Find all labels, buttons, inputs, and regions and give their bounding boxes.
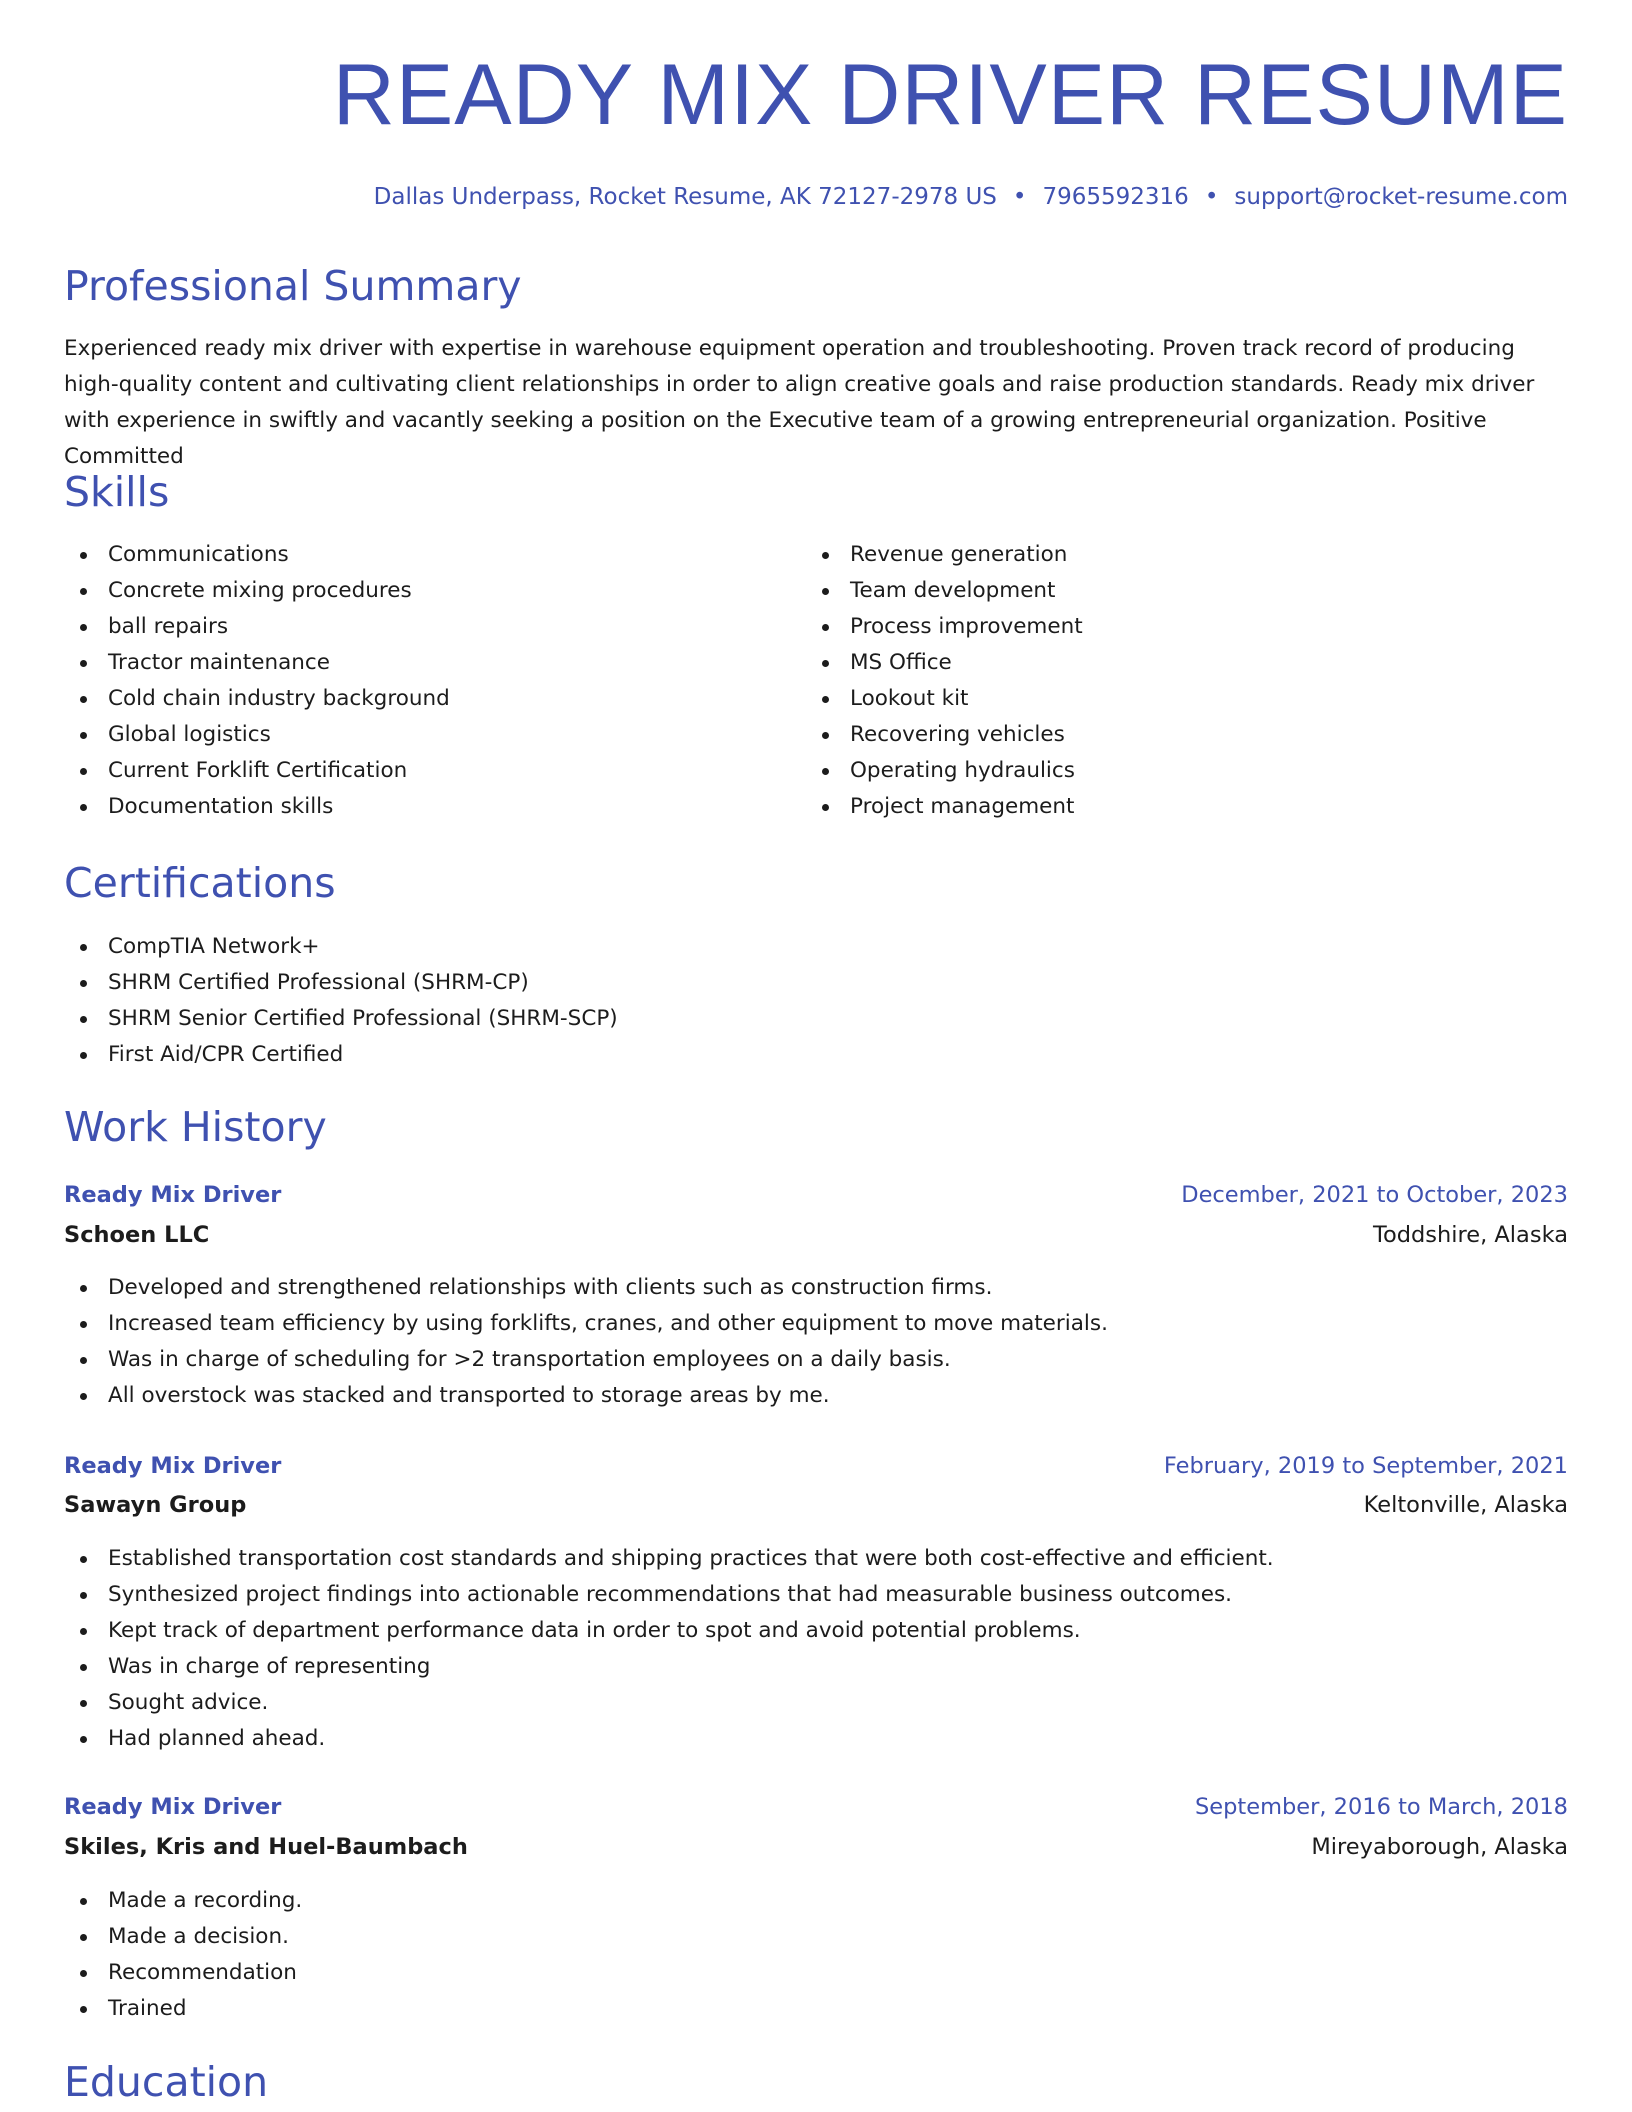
- certification-item: First Aid/CPR Certified: [64, 1037, 618, 1073]
- job-dates: December, 2021 to October, 2023: [1181, 1182, 1568, 1208]
- job-company: Sawayn Group: [64, 1492, 247, 1518]
- job-location: Keltonville, Alaska: [1363, 1492, 1568, 1518]
- education-heading: Education: [64, 2058, 269, 2106]
- job-employer-row: [64, 1220, 1568, 1250]
- work-history-heading: Work History: [64, 1103, 327, 1151]
- job-bullet: Made a decision.: [64, 1919, 302, 1955]
- skill-item: Project management: [806, 789, 1083, 825]
- contact-separator: •: [1012, 184, 1027, 210]
- contact-phone: 7965592316: [1042, 184, 1189, 210]
- job-bullet: Established transportation cost standards and shipping practices that were both cost-effective and efficient.: [64, 1541, 1274, 1577]
- contact-separator: •: [1204, 184, 1219, 210]
- certification-item: SHRM Certified Professional (SHRM-CP): [64, 965, 618, 1001]
- skill-item: ball repairs: [64, 609, 450, 645]
- skills-list-left: [64, 537, 450, 825]
- skill-item: MS Office: [806, 645, 1083, 681]
- job-bullet: Developed and strengthened relationships with clients such as construction firms.: [64, 1270, 1108, 1306]
- job-company: Schoen LLC: [64, 1222, 210, 1248]
- job-company: Skiles, Kris and Huel-Baumbach: [64, 1834, 468, 1860]
- skill-item: Team development: [806, 573, 1083, 609]
- contact-email[interactable]: support@rocket-resume.com: [1234, 184, 1568, 210]
- job-bullet: Was in charge of scheduling for >2 transportation employees on a daily basis.: [64, 1342, 1108, 1378]
- certification-item: CompTIA Network+: [64, 929, 618, 965]
- skills-heading: Skills: [64, 468, 170, 516]
- job-bullet: Increased team efficiency by using forklifts, cranes, and other equipment to move materials.: [64, 1306, 1108, 1342]
- skill-item: Global logistics: [64, 717, 450, 753]
- skill-item: Communications: [64, 537, 450, 573]
- certifications-list: [64, 929, 618, 1073]
- resume-title: READY MIX DRIVER RESUME: [332, 47, 1568, 143]
- job-title: Ready Mix Driver: [64, 1182, 282, 1208]
- skill-item: Documentation skills: [64, 789, 450, 825]
- skill-item: Operating hydraulics: [806, 753, 1083, 789]
- skill-item: Recovering vehicles: [806, 717, 1083, 753]
- summary-text: Experienced ready mix driver with expertise in warehouse equipment operation and troubleshooting. Proven track record of producing high-quality content and cultivating client relationships in order to align creative goals and raise production standards. Ready mix driver with experience in swiftly and vacantly seeking a position on the Executive team of a growing entrepreneurial organization. Positive Committed: [64, 336, 1535, 469]
- skill-item: Lookout kit: [806, 681, 1083, 717]
- skills-list-right: [806, 537, 1083, 825]
- certification-item: SHRM Senior Certified Professional (SHRM-SCP): [64, 1001, 618, 1037]
- job-header: [64, 1451, 1568, 1481]
- certifications-heading: Certifications: [64, 859, 336, 907]
- job-bullet: Synthesized project findings into actionable recommendations that had measurable business outcomes.: [64, 1577, 1274, 1613]
- job-bullet: Was in charge of representing: [64, 1649, 1274, 1685]
- job-employer-row: [64, 1832, 1568, 1862]
- skill-item: Concrete mixing procedures: [64, 573, 450, 609]
- skill-item: Process improvement: [806, 609, 1083, 645]
- skill-item: Revenue generation: [806, 537, 1083, 573]
- job-bullets: [64, 1270, 1108, 1414]
- job-bullets: [64, 1541, 1274, 1757]
- summary-heading: Professional Summary: [64, 262, 522, 310]
- job-bullet: Had planned ahead.: [64, 1721, 1274, 1757]
- job-location: Mireyaborough, Alaska: [1311, 1834, 1568, 1860]
- job-bullet: Trained: [64, 1991, 302, 2027]
- job-dates: September, 2016 to March, 2018: [1195, 1794, 1568, 1820]
- job-header: [64, 1180, 1568, 1210]
- job-dates: February, 2019 to September, 2021: [1163, 1453, 1568, 1479]
- job-title: Ready Mix Driver: [64, 1453, 282, 1479]
- job-bullet: All overstock was stacked and transported to storage areas by me.: [64, 1378, 1108, 1414]
- contact-line: [374, 182, 1568, 212]
- job-employer-row: [64, 1490, 1568, 1520]
- contact-address: Dallas Underpass, Rocket Resume, AK 72127-2978 US: [373, 184, 997, 210]
- job-bullets: [64, 1883, 302, 2027]
- job-bullet: Recommendation: [64, 1955, 302, 1991]
- skill-item: Current Forklift Certification: [64, 753, 450, 789]
- skill-item: Cold chain industry background: [64, 681, 450, 717]
- job-header: [64, 1792, 1568, 1822]
- job-bullet: Made a recording.: [64, 1883, 302, 1919]
- job-bullet: Sought advice.: [64, 1685, 1274, 1721]
- job-location: Toddshire, Alaska: [1373, 1222, 1568, 1248]
- job-title: Ready Mix Driver: [64, 1794, 282, 1820]
- job-bullet: Kept track of department performance data in order to spot and avoid potential problems.: [64, 1613, 1274, 1649]
- skill-item: Tractor maintenance: [64, 645, 450, 681]
